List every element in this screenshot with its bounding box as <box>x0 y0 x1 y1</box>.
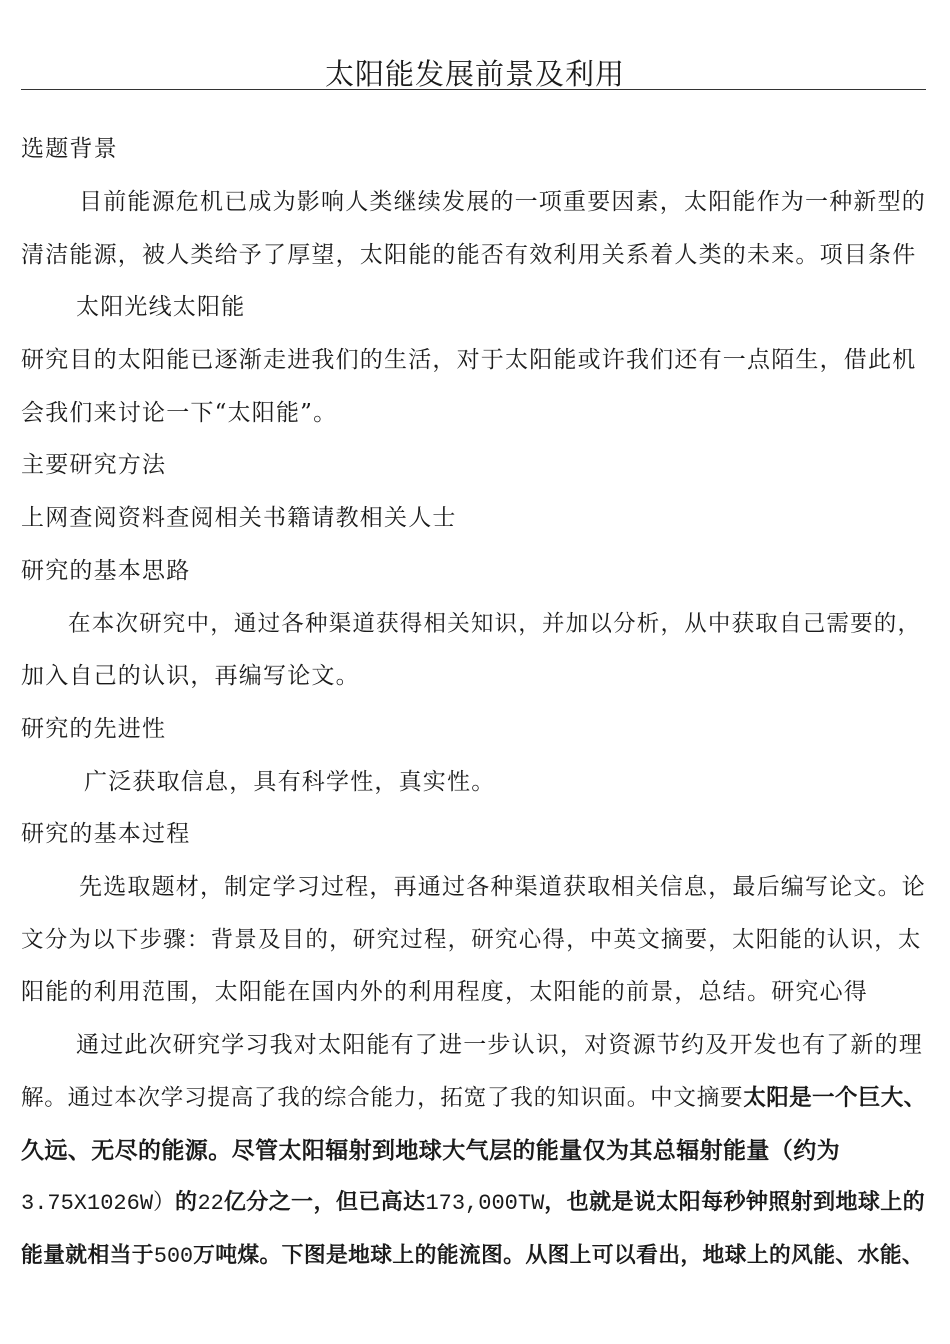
plain-text: 解。通过本次学习提高了我的综合能力，拓宽了我的知识面。中文摘要 <box>21 1085 744 1111</box>
number-text: 173,000TW <box>425 1191 545 1216</box>
document-title: 太阳能发展前景及利用 <box>324 57 625 91</box>
paragraph-line: 太阳光线太阳能 <box>76 294 246 320</box>
paragraph-line: 广泛获取信息，具有科学性，真实性。 <box>84 769 496 795</box>
paragraph-line: 通过此次研究学习我对太阳能有了进一步认识，对资源节约及开发也有了新的理 <box>76 1032 923 1058</box>
paragraph-line: 在本次研究中，通过各种渠道获得相关知识，并加以分析，从中获取自己需要的， <box>68 611 922 637</box>
paragraph-line: 会我们来讨论一下“太阳能”。 <box>21 400 338 426</box>
number-text: 3.75X1026W） <box>21 1191 176 1216</box>
bold-text: 能量就相当于 <box>21 1243 154 1268</box>
heading-topic-background: 选题背景 <box>21 136 118 162</box>
number-text: 22 <box>197 1191 224 1216</box>
paragraph-line: 目前能源危机已成为影响人类继续发展的一项重要因素，太阳能作为一种新型的 <box>79 189 926 215</box>
paragraph-line <box>21 1188 925 1219</box>
bold-text: 亿分之一，但已高达 <box>223 1190 426 1215</box>
paragraph-line <box>21 1241 924 1272</box>
bold-text: 的 <box>175 1190 198 1215</box>
bold-text: ，也就是说太阳每秒钟照射到地球上的 <box>544 1190 926 1215</box>
paragraph-line: 久远、无尽的能源。尽管太阳辐射到地球大气层的能量仅为其总辐射能量（约为 <box>21 1138 840 1164</box>
number-text: 500 <box>153 1244 194 1269</box>
paragraph-line: 上网查阅资料查阅相关书籍请教相关人士 <box>21 505 457 531</box>
paragraph-line: 研究目的太阳能已逐渐走进我们的生活，对于太阳能或许我们还有一点陌生，借此机 <box>21 347 917 373</box>
paragraph-line: 文分为以下步骤：背景及目的，研究过程，研究心得，中英文摘要，太阳能的认识，太 <box>21 927 922 953</box>
bold-text: 太阳是一个巨大、 <box>743 1085 927 1111</box>
paragraph-line: 阳能的利用范围，太阳能在国内外的利用程度，太阳能的前景，总结。研究心得 <box>21 979 868 1005</box>
heading-research-approach: 研究的基本思路 <box>21 558 191 584</box>
heading-research-method: 主要研究方法 <box>21 452 167 478</box>
heading-research-process: 研究的基本过程 <box>21 821 191 847</box>
paragraph-line: 先选取题材，制定学习过程，再通过各种渠道获取相关信息，最后编写论文。论 <box>79 874 926 900</box>
paragraph-line: 加入自己的认识，再编写论文。 <box>21 663 360 689</box>
bold-text: 万吨煤。下图是地球上的能流图。从图上可以看出，地球上的风能、水能、 <box>193 1243 925 1268</box>
paragraph-line: 清洁能源，被人类给予了厚望，太阳能的能否有效利用关系着人类的未来。项目条件 <box>21 242 917 268</box>
title-underline <box>21 89 926 90</box>
paragraph-line <box>21 1083 927 1113</box>
heading-research-advancement: 研究的先进性 <box>21 716 167 742</box>
